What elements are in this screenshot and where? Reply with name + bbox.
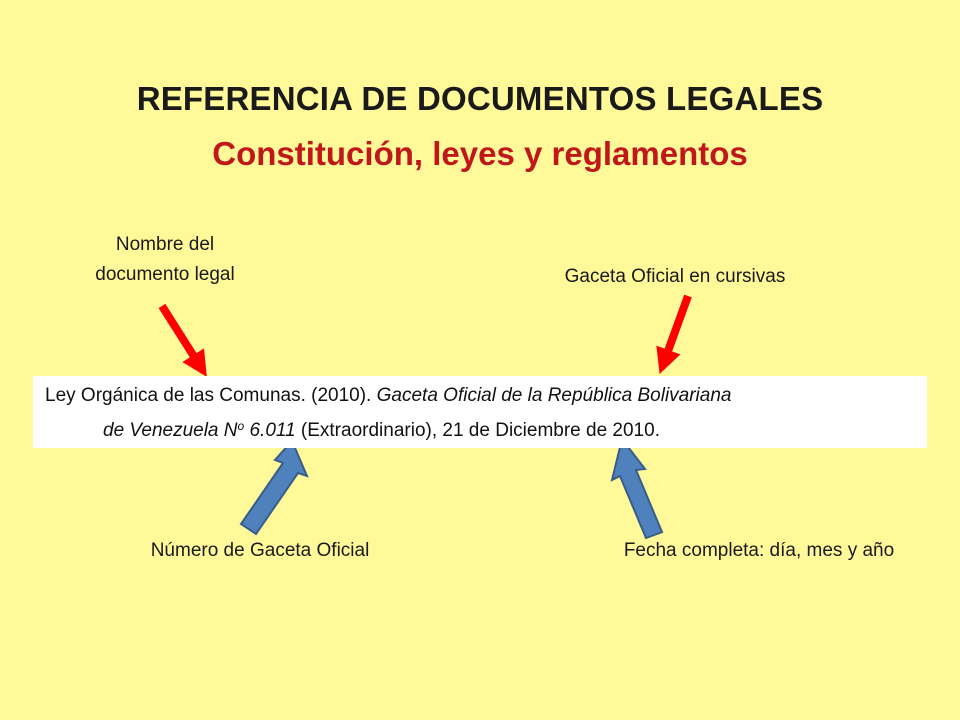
reference-gaceta-italic-2: de Venezuela N — [103, 420, 238, 441]
reference-law-name: Ley Orgánica de las Comunas. (2010). — [45, 385, 377, 406]
red-arrow-nombre — [162, 306, 200, 366]
label-nombre-line2: documento legal — [95, 264, 235, 285]
red-arrow-gaceta — [664, 296, 688, 362]
reference-gaceta-italic-1: Gaceta Oficial de la República Bolivariana — [376, 385, 732, 406]
reference-gaceta-number: 6.011 — [244, 420, 296, 441]
label-gaceta-cursivas: Gaceta Oficial en cursivas — [564, 266, 786, 287]
blue-arrow-fecha — [612, 439, 662, 538]
reference-line-2 — [45, 411, 915, 446]
page-subtitle: Constitución, leyes y reglamentos — [212, 135, 748, 172]
label-fecha-completa: Fecha completa: día, mes y año — [623, 540, 895, 561]
label-nombre-line1: Nombre del — [115, 234, 215, 255]
blue-arrow-numero — [241, 441, 307, 534]
reference-box — [33, 376, 927, 448]
reference-date: (Extraordinario), 21 de Diciembre de 2010. — [295, 420, 660, 441]
label-numero-gaceta: Número de Gaceta Oficial — [150, 540, 370, 561]
reference-number-sup: o — [237, 419, 245, 433]
reference-line-1 — [45, 381, 915, 411]
page-title: REFERENCIA DE DOCUMENTOS LEGALES — [136, 80, 824, 117]
